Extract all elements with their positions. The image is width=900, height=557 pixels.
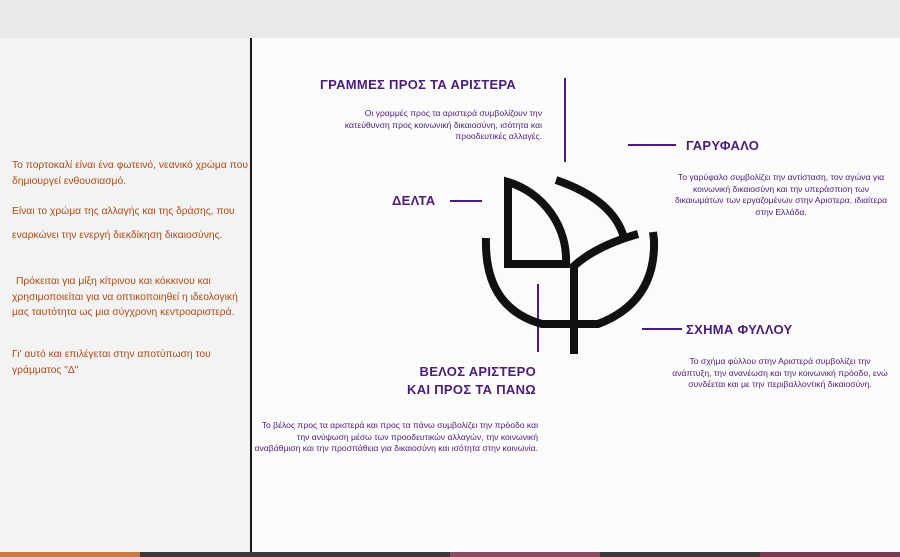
lines-left-title: ΓΡΑΜΜΕΣ ΠΡΟΣ ΤΑ ΑΡΙΣΤΕΡΑ — [320, 77, 517, 92]
arrow-description: Το βέλος προς τα αριστερά και προς τα πάνω συμβολίζει την πρόοδο και την ανύψωση μέσω των προοδευτικών αλλαγών, την κοινωνική αναβάθμιση και την προσπάθεια για δικαιοσύνη και ισότητα στην κοινωνία. — [254, 420, 538, 454]
bottom-bar-segment — [450, 552, 600, 557]
bottom-bar — [0, 552, 900, 557]
logo-delta-outer — [508, 182, 566, 264]
logo-leaf-outline — [486, 238, 574, 324]
bottom-bar-segment — [0, 552, 140, 557]
carnation-description: Το γαρύφαλο συμβολίζει την αντίσταση, τον αγώνα για κοινωνική δικαιοσύνη και την υπεράσπιση των δικαιωμάτων των εργαζομένων στην Αριστερα, ιδιαίτερα στην Ελλάδα. — [674, 172, 888, 217]
leaf-shape-title: ΣΧΗΜΑ ΦΥΛΛΟΥ — [686, 322, 793, 337]
logo-petal-right — [556, 180, 624, 238]
lines-left-connector — [564, 78, 566, 162]
leaf-shape-description: Το σχήμα φύλλου στην Αριστερά συμβολίζει την ανάπτυξη, την ανανέωση και την κοινωνική πρόοδο, ενώ συνδέεται και με την περιβαλλοντική δικαιοσύνη. — [672, 356, 888, 390]
orange-paragraph-4: Πρόκειται για μίξη κίτρινου και κόκκινου και χρησιμοποιείται για να οπτικοποιηθεί η ιδεολογική μας ταυτότητα ως μια σύγχρονη κεντροαριστερά. — [12, 276, 238, 319]
orange-paragraph-3: εναρκώνει την ενεργή διεκδίκηση δικαιοσύνης. — [12, 230, 223, 241]
lines-left-description: Οι γραμμές προς τα αριστερά συμβολίζουν την κατεύθυνση προς κοινωνική δικαιοσύνη, ισότητα και προοδευτικές αλλαγές. — [344, 108, 542, 142]
carnation-connector — [628, 144, 676, 146]
delta-title: ΔΕΛΤΑ — [392, 193, 436, 208]
bottom-bar-segment — [760, 552, 900, 557]
logo-delta-inner — [508, 224, 540, 264]
logo-stem — [574, 234, 638, 354]
carnation-title: ΓΑΡΥΦΑΛΟ — [686, 138, 760, 153]
arrow-title-line-2: ΚΑΙ ΠΡΟΣ ΤΑ ΠΑΝΩ — [407, 382, 536, 397]
party-logo-mark — [478, 176, 660, 356]
orange-paragraph-2: Είναι το χρώμα της αλλαγής και της δράσης, που — [12, 206, 235, 217]
color-explanation-panel — [0, 38, 250, 552]
orange-paragraph-1: Το πορτοκαλί είναι ένα φωτεινό, νεανικό χρώμα που δημιουργεί ενθουσιασμό. — [12, 160, 248, 187]
arrow-title-line-1: ΒΕΛΟΣ ΑΡΙΣΤΕΡΟ — [419, 364, 536, 379]
orange-paragraph-5: Γι' αυτό και επιλέγεται στην αποτύπωση του γράμματος "Δ" — [12, 349, 211, 376]
